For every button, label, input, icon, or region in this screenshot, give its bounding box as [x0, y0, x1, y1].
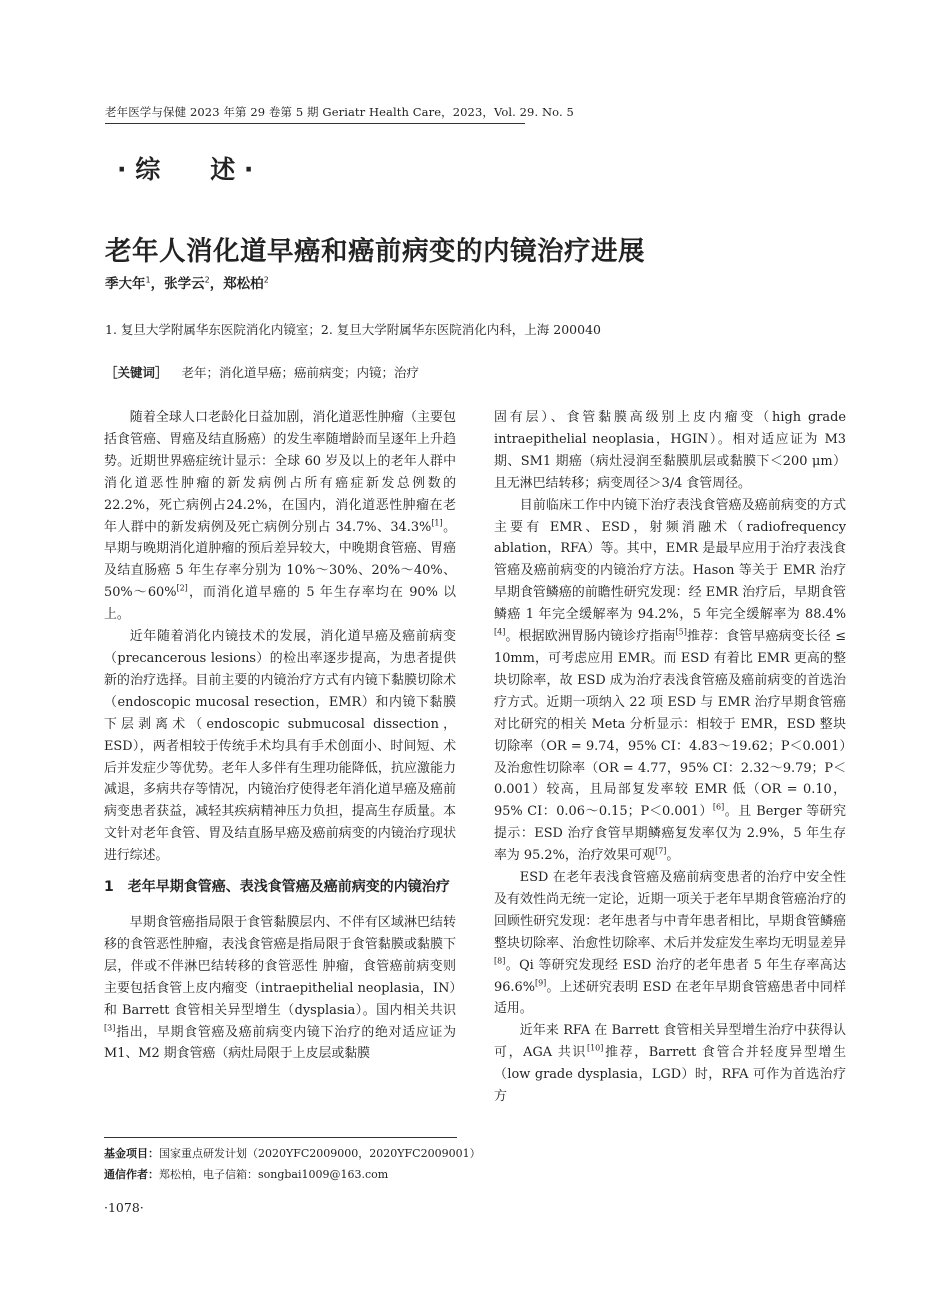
- left-column: [104, 407, 456, 1065]
- keywords-label: ［关键词］: [105, 365, 168, 380]
- page-number: ·1078·: [104, 1200, 144, 1215]
- body-paragraph: 目前临床工作中内镜下治疗表浅食管癌及癌前病变的方式主要有 EMR、ESD，射频消融术（radiofrequency ablation，RFA）等。其中，EMR 是最早应用于治疗表浅食管癌及癌前病变的内镜治疗方法。Hason 等关于 EMR 治疗早期食管鳞癌的前瞻性研究发现：经 EMR 治疗后，早期食管鳞癌 1 年完全缓解率为 94.2%，5 年完全缓解率为 88.4%[4]。根据欧洲胃肠内镜诊疗指南[5]推荐：食管早癌病变长径 ≤ 10mm，可考虑应用 EMR。而 ESD 有着比 EMR 更高的整块切除率，故 ESD 成为治疗表浅食管癌及癌前病变的首选治疗方式。近期一项纳入 22 项 ESD 与 EMR 治疗早期食管癌对比研究的相关 Meta 分析显示：相较于 EMR，ESD 整块切除率（OR = 9.74，95% CI：4.83～19.62；P＜0.001）及治愈性切除率（OR = 4.77，95% CI：2.32～9.79；P＜0.001）较高，且局部复发率较 EMR 低（OR = 0.10，95% CI：0.06～0.15；P＜0.001）[6]。且 Berger 等研究提示：ESD 治疗食管早期鳞癌复发率仅为 2.9%，5 年生存率为 95.2%，治疗效果可观[7]。: [494, 497, 846, 864]
- citation: [4]: [494, 627, 506, 637]
- author-affil-sup: 2: [263, 275, 269, 285]
- citation: [2]: [176, 583, 188, 593]
- author-name: 张学云: [164, 276, 205, 292]
- section-heading: 1 老年早期食管癌、表浅食管癌及癌前病变的内镜治疗: [104, 879, 450, 896]
- right-column: [494, 407, 846, 1108]
- journal-header: 老年医学与保健 2023 年第 29 卷第 5 期 Geriatr Health Care，2023，Vol. 29. No. 5: [105, 105, 574, 119]
- footnote-rule: [104, 1137, 457, 1138]
- author-list: 季大年$^1$，张学云$^2$，郑松柏$^2$: [105, 275, 269, 292]
- keywords-text: 老年；消化道早癌；癌前病变；内镜；治疗: [181, 365, 420, 380]
- citation: [6]: [712, 803, 725, 813]
- body-paragraph: 早期食管癌指局限于食管黏膜层内、不伴有区域淋巴结转移的食管恶性肿瘤，表浅食管癌是指局限于食管黏膜或黏膜下层，伴或不伴淋巴结转移的食管恶性 肿瘤，食管癌前病变则主要包括食管上皮内瘤变（intraepithelial neoplasia，IN）和 Barrett 食管相关异型增生（dysplasia）。国内相关共识[3]指出，早期食管癌及癌前病变内镜下治疗的绝对适应证为 M1、M2 期食管癌（病灶局限于上皮层或黏膜: [104, 915, 456, 1062]
- keywords: [105, 363, 419, 381]
- author-name: 郑松柏: [223, 276, 264, 292]
- body-paragraph: ESD 在老年表浅食管癌及癌前病变患者的治疗中安全性及有效性尚无统一定论，近期一项关于老年早期食管癌治疗的回顾性研究发现：老年患者与中青年患者相比，早期食管鳞癌整块切除率、治愈性切除率、术后并发症发生率均无明显差异[8]。Qi 等研究发现经 ESD 治疗的老年患者 5 年生存率高达 96.6%[9]。上述研究表明 ESD 在老年早期食管癌患者中同样适用。: [494, 870, 846, 1017]
- footnotes: [104, 1143, 481, 1185]
- citation: [9]: [534, 978, 547, 988]
- funding-note: 基金项目：国家重点研发计划（2020YFC2009000，2020YFC2009001）: [104, 1147, 481, 1160]
- citation: [10]: [586, 1043, 604, 1053]
- header-rule: [105, 123, 525, 124]
- body-paragraph: 近年随着消化内镜技术的发展，消化道早癌及癌前病变（precancerous lesions）的检出率逐步提高，为患者提供新的治疗选择。目前主要的内镜治疗方式有内镜下黏膜切除术（endoscopic mucosal resection，EMR）和内镜下黏膜下层剥离术（endoscopic submucosal dissection，ESD），两者相较于传统手术均具有手术创面小、时间短、术后并发症少等优势。老年人多伴有生理功能降低，抗应激能力减退，多病共存等情况，内镜治疗使得老年消化道早癌及癌前病变患者获益，减轻其疾病精神压力负担，提高生存质量。本文针对老年食管、胃及结直肠早癌及癌前病变的内镜治疗现状进行综述。: [104, 629, 456, 864]
- body-paragraph: 固有层）、食管黏膜高级别上皮内瘤变（high grade intraepithelial neoplasia，HGIN）。相对适应证为 M3 期、SM1 期癌（病灶浸润至黏膜肌层或黏膜下＜200 μm）且无淋巴结转移；病变周径＞3/4 食管周径。: [494, 410, 846, 491]
- article-title: 老年人消化道早癌和癌前病变的内镜治疗进展: [105, 236, 645, 267]
- affiliations: 1. 复旦大学附属华东医院消化内镜室；2. 复旦大学附属华东医院消化内科，上海 200040: [105, 322, 601, 337]
- author-affil-sup: 1: [145, 275, 151, 285]
- author-affil-sup: 2: [204, 275, 210, 285]
- author-name: 季大年: [105, 276, 146, 292]
- citation: [1]: [431, 518, 443, 528]
- section-label: · 综 述 ·: [117, 155, 254, 184]
- citation: [5]: [675, 627, 687, 637]
- body-paragraph: 随着全球人口老龄化日益加剧，消化道恶性肿瘤（主要包括食管癌、胃癌及结直肠癌）的发生率随增龄而呈逐年上升趋势。近期世界癌症统计显示：全球 60 岁及以上的老年人群中消化道恶性肿瘤的新发病例占所有癌症新发总例数的 22.2%，死亡病例占24.2%，在国内，消化道恶性肿瘤在老年人群中的新发病例及死亡病例分别占 34.7%、34.3%[1]。早期与晚期消化道肿瘤的预后差异较大，中晚期食管癌、胃癌及结直肠癌 5 年生存率分别为 10%～30%、20%～40%、50%～60%[2]，而消化道早癌的 5 年生存率均在 90% 以上。: [104, 410, 457, 623]
- citation: [8]: [494, 956, 506, 966]
- citation: [7]: [655, 846, 667, 856]
- citation: [3]: [104, 1023, 116, 1033]
- correspondence-note: 通信作者：郑松柏，电子信箱：songbai1009@163.com: [104, 1168, 389, 1181]
- body-paragraph: 近年来 RFA 在 Barrett 食管相关异型增生治疗中获得认可，AGA 共识[10]推荐，Barrett 食管合并轻度异型增生（low grade dysplasia，LGD）时，RFA 可作为首选治疗方: [494, 1023, 847, 1105]
